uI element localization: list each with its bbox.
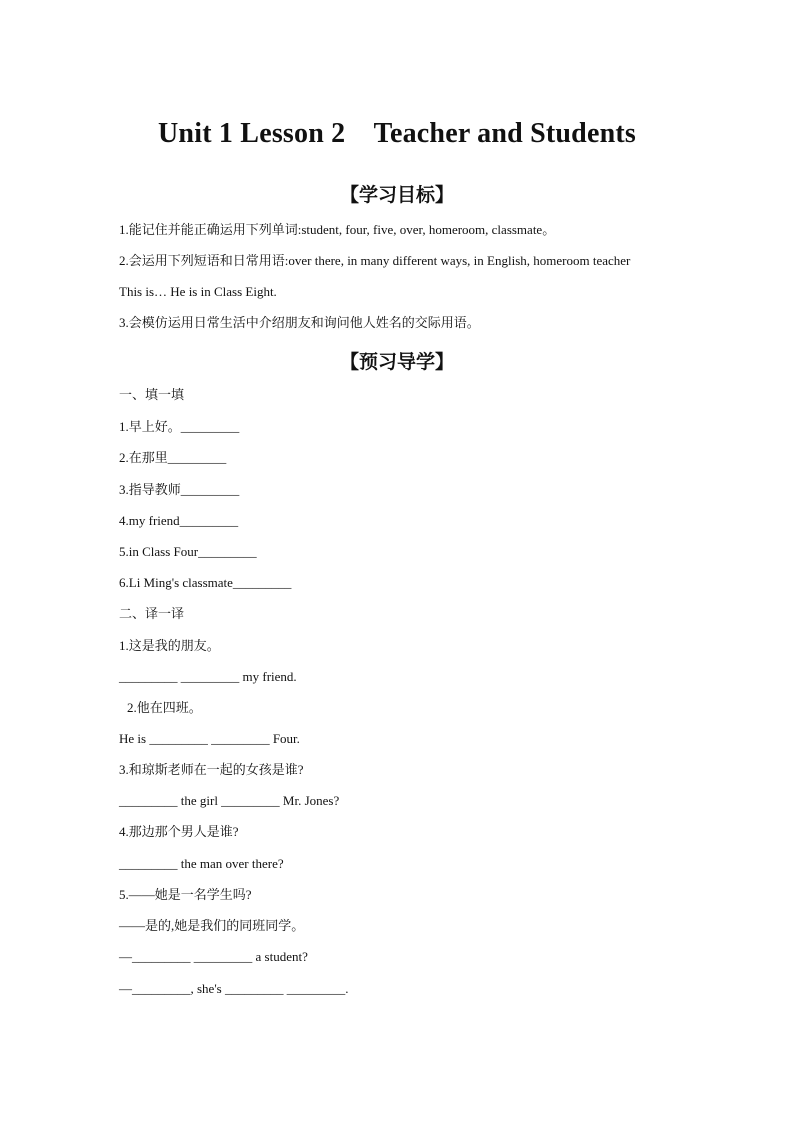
objective-line-2: 2.会运用下列短语和日常用语:over there, in many different ways, in English, homeroom teacher	[119, 253, 631, 268]
objective-line-4: 3.会模仿运用日常生活中介绍朋友和询问他人姓名的交际用语。	[119, 315, 480, 330]
translate-prompt-3: 3.和琼斯老师在一起的女孩是谁?	[119, 762, 304, 777]
preview-heading: 【预习导学】	[339, 351, 454, 373]
translate-answer-1: _________ _________ my friend.	[119, 669, 297, 684]
translate-prompt-5a: 5.——她是一名学生吗?	[119, 887, 252, 902]
fill-item-6: 6.Li Ming's classmate_________	[119, 575, 292, 590]
translate-answer-5a: —_________ _________ a student?	[119, 949, 308, 964]
fill-item-5: 5.in Class Four_________	[119, 544, 257, 559]
objective-line-1: 1.能记住并能正确运用下列单词:student, four, five, over, homeroom, classmate。	[119, 222, 556, 237]
objective-line-3: This is… He is in Class Eight.	[119, 284, 277, 299]
part2-label: 二、译一译	[119, 606, 185, 621]
fill-item-3: 3.指导教师_________	[119, 482, 240, 497]
translate-answer-4: _________ the man over there?	[119, 856, 284, 871]
translate-prompt-1: 1.这是我的朋友。	[119, 638, 220, 653]
translate-answer-2: He is _________ _________ Four.	[119, 731, 300, 746]
translate-prompt-4: 4.那边那个男人是谁?	[119, 824, 239, 839]
translate-prompt-5b: ——是的,她是我们的同班同学。	[119, 918, 305, 933]
part1-label: 一、填一填	[119, 387, 185, 402]
fill-item-2: 2.在那里_________	[119, 450, 227, 465]
translate-answer-5b: —_________, she's _________ _________.	[119, 981, 349, 996]
objectives-heading: 【学习目标】	[339, 184, 454, 206]
translate-prompt-2: 2.他在四班。	[127, 700, 202, 715]
page-title: Unit 1 Lesson 2 Teacher and Students	[158, 118, 636, 149]
translate-answer-3: _________ the girl _________ Mr. Jones?	[119, 793, 340, 808]
fill-item-1: 1.早上好。_________	[119, 419, 240, 434]
fill-item-4: 4.my friend_________	[119, 513, 239, 528]
